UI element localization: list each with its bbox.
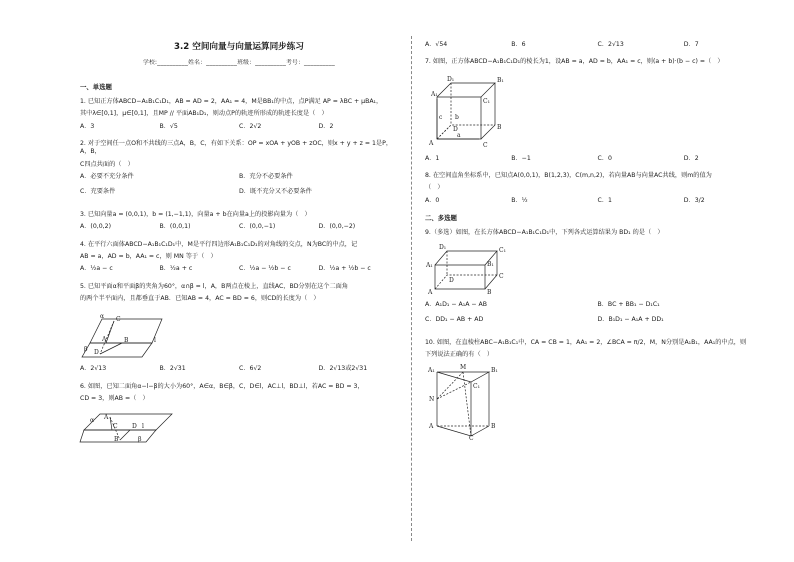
label-c1: C₁: [483, 97, 490, 105]
option-d[interactable]: D．½a + ½b − c: [318, 265, 371, 273]
student-info-line: 学校:__________姓名：__________班级：__________考号：__________: [142, 59, 336, 66]
label-b1: B₁: [491, 366, 498, 374]
label-a: A: [102, 336, 107, 344]
option-b[interactable]: B．½: [511, 196, 528, 204]
option-c[interactable]: C．½a − ½b − c: [239, 265, 291, 273]
option-a[interactable]: A．A₁D₁ − A₁A − AB: [425, 301, 488, 309]
label-beta: β: [84, 346, 88, 354]
option-b[interactable]: B．2√31: [159, 365, 186, 373]
segment-ac: [110, 417, 112, 430]
question-2-options: [80, 173, 398, 202]
option-a[interactable]: A．1: [425, 154, 440, 162]
label-b1: B₁: [487, 261, 494, 269]
page-title: 3.2 空间向量与向量运算同步练习: [174, 42, 304, 52]
option-c[interactable]: C．2√2: [239, 122, 262, 130]
label-b: B: [487, 289, 492, 297]
label-d: D: [94, 349, 99, 357]
label-alpha: α: [100, 313, 105, 321]
question-5: [80, 283, 398, 374]
question-7: [425, 58, 770, 163]
option-c[interactable]: C．2√13: [597, 41, 624, 48]
label-c1: C₁: [499, 247, 506, 255]
label-c1: C₁: [473, 382, 480, 390]
cube-hidden-bottom: [437, 125, 495, 139]
question-6-options: [425, 41, 770, 49]
option-b[interactable]: B．(0,0,1): [159, 223, 191, 231]
right-column: [425, 30, 770, 446]
label-c: C: [116, 316, 121, 324]
vector-b: [437, 126, 450, 139]
label-alpha: α: [90, 416, 95, 424]
option-c[interactable]: C．1: [597, 196, 612, 204]
question-6-stem-a: 6. 如图，已知二面角α−l−β的大小为60°，A∈α，B∈β，C，D∈l，AC⊥l，BD⊥l，若AC = BD = 3，: [80, 382, 364, 390]
label-b: B: [491, 422, 496, 430]
segment-bd: [120, 430, 130, 440]
cube-top-edges: [437, 83, 495, 97]
question-9-options: [425, 301, 770, 330]
question-4-stem-a: 4. 在平行六面体ABCD−A₁B₁C₁D₁中，M是平行四边形A₁B₁C₁D₁的对角线的交点，N为BC的中点，记: [80, 240, 358, 248]
option-b[interactable]: B．½a + c: [159, 265, 193, 273]
question-7-options: [425, 155, 770, 163]
cuboid-front-face: [435, 265, 485, 289]
label-c: C: [499, 273, 504, 281]
option-d[interactable]: D．7: [683, 41, 699, 48]
label-a: A: [429, 422, 434, 430]
option-b[interactable]: B．充分不必要条件: [239, 173, 293, 181]
left-column: [80, 30, 398, 450]
option-d[interactable]: D．3/2: [683, 196, 705, 204]
cuboid-hidden-bottom: [435, 275, 497, 289]
question-8-options: [425, 197, 770, 205]
question-5-stem-a: 5. 已知平面α和平面β的夹角为60°，α∩β = l，A，B两点在棱上，直线AC，BD分别在这个二面角: [80, 282, 349, 290]
question-1-options: [80, 123, 398, 131]
question-9: [425, 229, 770, 330]
option-d[interactable]: D．2: [318, 122, 334, 130]
cuboid-right-edges: [485, 251, 497, 289]
cuboid-figure-q9: [425, 241, 505, 295]
option-c[interactable]: C．6√2: [239, 365, 262, 373]
question-9-stem: 9.（多选）如图，在长方体ABCD−A₁B₁C₁D₁中，下列各式运算结果为 BD₁ 的是（ ）: [425, 228, 664, 236]
cube-right-edges: [481, 83, 495, 139]
label-vec-c: c: [439, 113, 443, 121]
question-3-options: [80, 223, 398, 231]
option-a[interactable]: A．2√13: [80, 365, 107, 373]
option-a[interactable]: A．√54: [425, 41, 448, 48]
question-4-stem-b: AB = a，AD = b，AA₁ = c，则 MN 等于（ ）: [80, 253, 217, 260]
option-b[interactable]: B．BC + BB₁ − D₁C₁: [597, 301, 660, 309]
question-5-stem-b: 的两个半平面内，且都垂直于AB．已知AB = 4，AC = BD = 6，则CD的长度为（ ）: [80, 295, 320, 303]
option-a[interactable]: A．(0,0,2): [80, 223, 111, 231]
label-n: N: [429, 395, 435, 403]
option-a[interactable]: A．必要不充分条件: [80, 173, 134, 181]
cube-figure-q7: [425, 71, 505, 149]
label-b: B: [114, 435, 119, 443]
option-c[interactable]: C．0: [597, 154, 612, 162]
label-a: A: [429, 139, 434, 147]
label-b1: B₁: [497, 76, 504, 84]
label-m: M: [460, 363, 467, 371]
prism-figure-q10: [425, 364, 505, 440]
option-d[interactable]: D．既不充分又不必要条件: [239, 187, 312, 195]
question-3: [80, 211, 398, 232]
option-b[interactable]: B．−1: [511, 154, 531, 162]
option-d[interactable]: D．(0,0,−2): [318, 223, 356, 231]
question-10-stem-a: 10. 如图，在直棱柱ABC−A₁B₁C₁中，CA = CB = 1，AA₁ = 2，∠BCA = π/2，M，N分别是A₁B₁，AA₁的中点，则: [425, 338, 747, 346]
question-8-stem-b: （ ）: [425, 184, 444, 192]
question-4-options: [80, 265, 398, 273]
plane-beta-outline: [82, 343, 152, 357]
option-c[interactable]: C．DD₁ − AB + AD: [425, 315, 484, 323]
label-c: C: [113, 422, 118, 430]
question-1: [80, 98, 398, 131]
option-d[interactable]: D．2√13或2√31: [318, 365, 368, 373]
label-a: A: [104, 413, 109, 421]
question-1-stem-b: 其中λ∈[0,1]，μ∈[0,1]，且MP // 平面AB₁D₁，则动点P的轨迹所形成的轨迹长度是（ ）: [80, 110, 328, 118]
label-vec-a: a: [457, 131, 461, 139]
prism-bottom-front: [437, 426, 489, 436]
label-l: l: [154, 337, 156, 345]
section-multiple-choice: 二、多选题: [425, 214, 457, 223]
label-d1: D₁: [447, 75, 455, 83]
label-a1: A₁: [426, 262, 433, 270]
label-a1: A₁: [428, 366, 435, 374]
question-10-stem-b: 下列说法正确的有（ ）: [425, 351, 494, 359]
label-c: C: [469, 434, 474, 442]
label-vec-b: b: [455, 113, 459, 121]
option-c[interactable]: C．充要条件: [80, 187, 116, 195]
question-2-stem-a: 2. 对于空间任一点O和不共线的三点A，B，C，有如下关系：OP = xOA + yOB + zOC，则x + y + z = 1是P，A，B，: [80, 140, 393, 156]
option-d[interactable]: D．2: [683, 154, 699, 162]
label-beta: β: [138, 435, 142, 443]
label-d: D: [453, 125, 458, 133]
dihedral-figure-q5: [80, 307, 170, 359]
question-4: [80, 241, 398, 274]
dihedral-figure-q6: [80, 408, 176, 444]
label-b: B: [497, 123, 502, 131]
question-10: [425, 339, 770, 440]
label-d1: D₁: [439, 244, 447, 252]
section-single-choice: 一、单选题: [80, 83, 112, 92]
question-2-stem-b: C四点共面的（ ）: [80, 160, 134, 168]
question-3-stem: 3. 已知向量a = (0,0,1)，b = (1,−1,1)，向量a + b在向量a上的投影向量为（ ）: [80, 210, 311, 218]
label-a1: A₁: [431, 90, 438, 98]
label-b: B: [124, 337, 129, 345]
option-b[interactable]: B．√5: [159, 122, 178, 130]
label-l: l: [142, 422, 144, 430]
label-a: A: [428, 289, 433, 297]
question-1-stem-a: 1. 已知正方体ABCD−A₁B₁C₁D₁，AB = AD = 2，AA₁ = 4，M是BB₁的中点，点P满足 AP = λBC + μBA₁，: [80, 98, 383, 106]
question-6-stem-b: CD = 3，则AB =（ ）: [80, 395, 149, 403]
question-7-stem: 7. 如图，正方体ABCD−A₁B₁C₁D₁的棱长为1，设AB = a，AD = b，AA₁ = c，则(a + b)·(b − c) =（ ）: [425, 58, 724, 66]
question-6: [80, 383, 398, 444]
plane-alpha-outline: [84, 414, 172, 430]
option-b[interactable]: B．6: [511, 41, 526, 48]
option-d[interactable]: D．B₁D₁ − A₁A + DD₁: [597, 315, 664, 323]
segment-bd: [100, 343, 122, 354]
question-8-stem-a: 8. 在空间直角坐标系中，已知点A(0,0,1)，B(1,2,3)，C(m,n,2)，若向量AB与向量AC共线，则m的值为: [425, 172, 712, 180]
column-divider: [411, 36, 412, 541]
label-c: C: [483, 141, 488, 149]
option-a[interactable]: A．0: [425, 196, 440, 204]
label-d: D: [449, 277, 454, 285]
option-a[interactable]: A．½a − c: [80, 265, 113, 273]
question-2: [80, 140, 398, 202]
label-d: D: [132, 422, 137, 430]
option-c[interactable]: C．(0,0,−1): [239, 223, 276, 231]
question-5-options: [80, 365, 398, 373]
option-a[interactable]: A．3: [80, 122, 95, 130]
question-8: [425, 172, 770, 205]
